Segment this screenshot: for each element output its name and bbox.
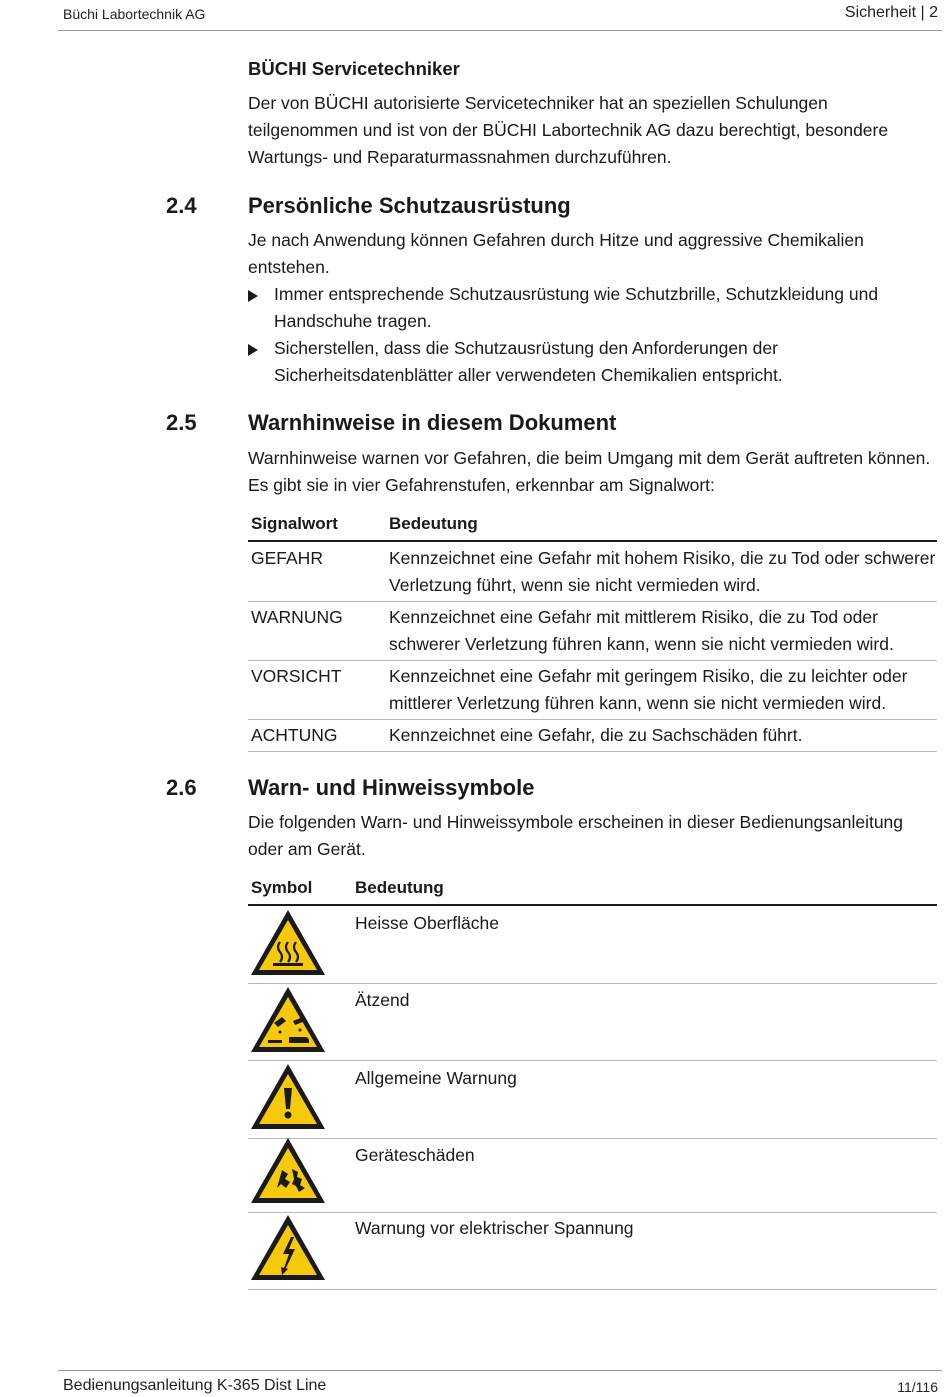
table-row-divider [248,1060,937,1061]
symbol-meaning: Heisse Oberfläche [355,913,499,933]
header-section: Sicherheit | 2 [844,4,938,21]
table-row-divider [248,719,937,720]
symbol-meaning: Allgemeine Warnung [355,1068,517,1088]
table-row-divider [248,1138,937,1139]
general-warning-icon [249,1062,327,1132]
symbol-table-col-symbol: Symbol [251,878,313,897]
bullet-text: Immer entsprechende Schutzausrüstung wie Schutzbrille, Schutzkleidung und Handschuhe tragen. [274,284,879,331]
symbol-table-col-bedeutung: Bedeutung [355,878,444,897]
table-row-divider [248,1289,937,1290]
device-damage-icon [249,1136,327,1206]
corrosive-icon [249,985,327,1055]
footer-manual-title: Bedienungsanleitung K-365 Dist Line [63,1377,327,1394]
section-2-4-number: 2.4 [166,193,197,218]
signal-meaning: Kennzeichnet eine Gefahr mit geringem Risiko, die zu leichter oder mittlerer Verletzung führen kann, wenn sie nicht vermieden wird. [389,666,908,713]
bullet-triangle-icon [248,344,258,356]
hot-surface-icon [249,908,327,978]
footer-divider [58,1370,942,1371]
signal-word: WARNUNG [251,607,343,627]
table-row-divider [248,1212,937,1213]
symbol-meaning: Warnung vor elektrischer Spannung [355,1218,634,1238]
signal-word: VORSICHT [251,666,342,686]
electrical-voltage-icon [249,1213,327,1283]
table-row-divider [248,601,937,602]
technician-text: Der von BÜCHI autorisierte Servicetechniker hat an speziellen Schulungen teilgenommen und ist von der BÜCHI Labortechnik AG dazu berechtigt, besondere Wartungs- und Reparaturmassnahmen durchzuführen. [248,93,889,167]
header-divider [58,30,942,31]
signal-word: ACHTUNG [251,725,338,745]
signal-table-col-signalwort: Signalwort [251,514,338,533]
bullet-triangle-icon [248,290,258,302]
table-row-divider [248,751,937,752]
signal-word: GEFAHR [251,548,323,568]
section-2-6-number: 2.6 [166,775,197,800]
section-2-5-intro: Warnhinweise warnen vor Gefahren, die beim Umgang mit dem Gerät auftreten können. Es gibt sie in vier Gefahrenstufen, erkennbar am Signalwort: [248,448,931,495]
signal-meaning: Kennzeichnet eine Gefahr mit mittlerem Risiko, die zu Tod oder schwerer Verletzung führen kann, wenn sie nicht vermieden wird. [389,607,894,654]
section-2-6-intro: Die folgenden Warn- und Hinweissymbole erscheinen in dieser Bedienungsanleitung oder am Gerät. [248,812,904,859]
signal-meaning: Kennzeichnet eine Gefahr, die zu Sachschäden führt. [389,725,803,745]
table-row-divider [248,983,937,984]
signal-table-header-rule [248,540,937,542]
technician-heading: BÜCHI Servicetechniker [248,58,460,79]
section-2-4-title: Persönliche Schutzausrüstung [248,193,571,218]
header-company: Büchi Labortechnik AG [63,6,206,22]
bullet-text: Sicherstellen, dass die Schutzausrüstung den Anforderungen der Sicherheitsdatenblätter aller verwendeten Chemikalien entspricht. [274,338,783,385]
footer-page-number: 11/116 [897,1379,938,1395]
signal-meaning: Kennzeichnet eine Gefahr mit hohem Risiko, die zu Tod oder schwerer Verletzung führt, wenn sie nicht vermieden wird. [389,548,936,595]
section-2-5-number: 2.5 [166,410,197,435]
section-2-5-title: Warnhinweise in diesem Dokument [248,410,617,435]
symbol-meaning: Ätzend [355,990,410,1010]
symbol-meaning: Geräteschäden [355,1145,475,1165]
section-2-4-intro: Je nach Anwendung können Gefahren durch Hitze und aggressive Chemikalien entstehen. [248,230,864,277]
symbol-table-header-rule [248,904,937,906]
signal-table-col-bedeutung: Bedeutung [389,514,478,533]
table-row-divider [248,660,937,661]
section-2-6-title: Warn- und Hinweissymbole [248,775,535,800]
